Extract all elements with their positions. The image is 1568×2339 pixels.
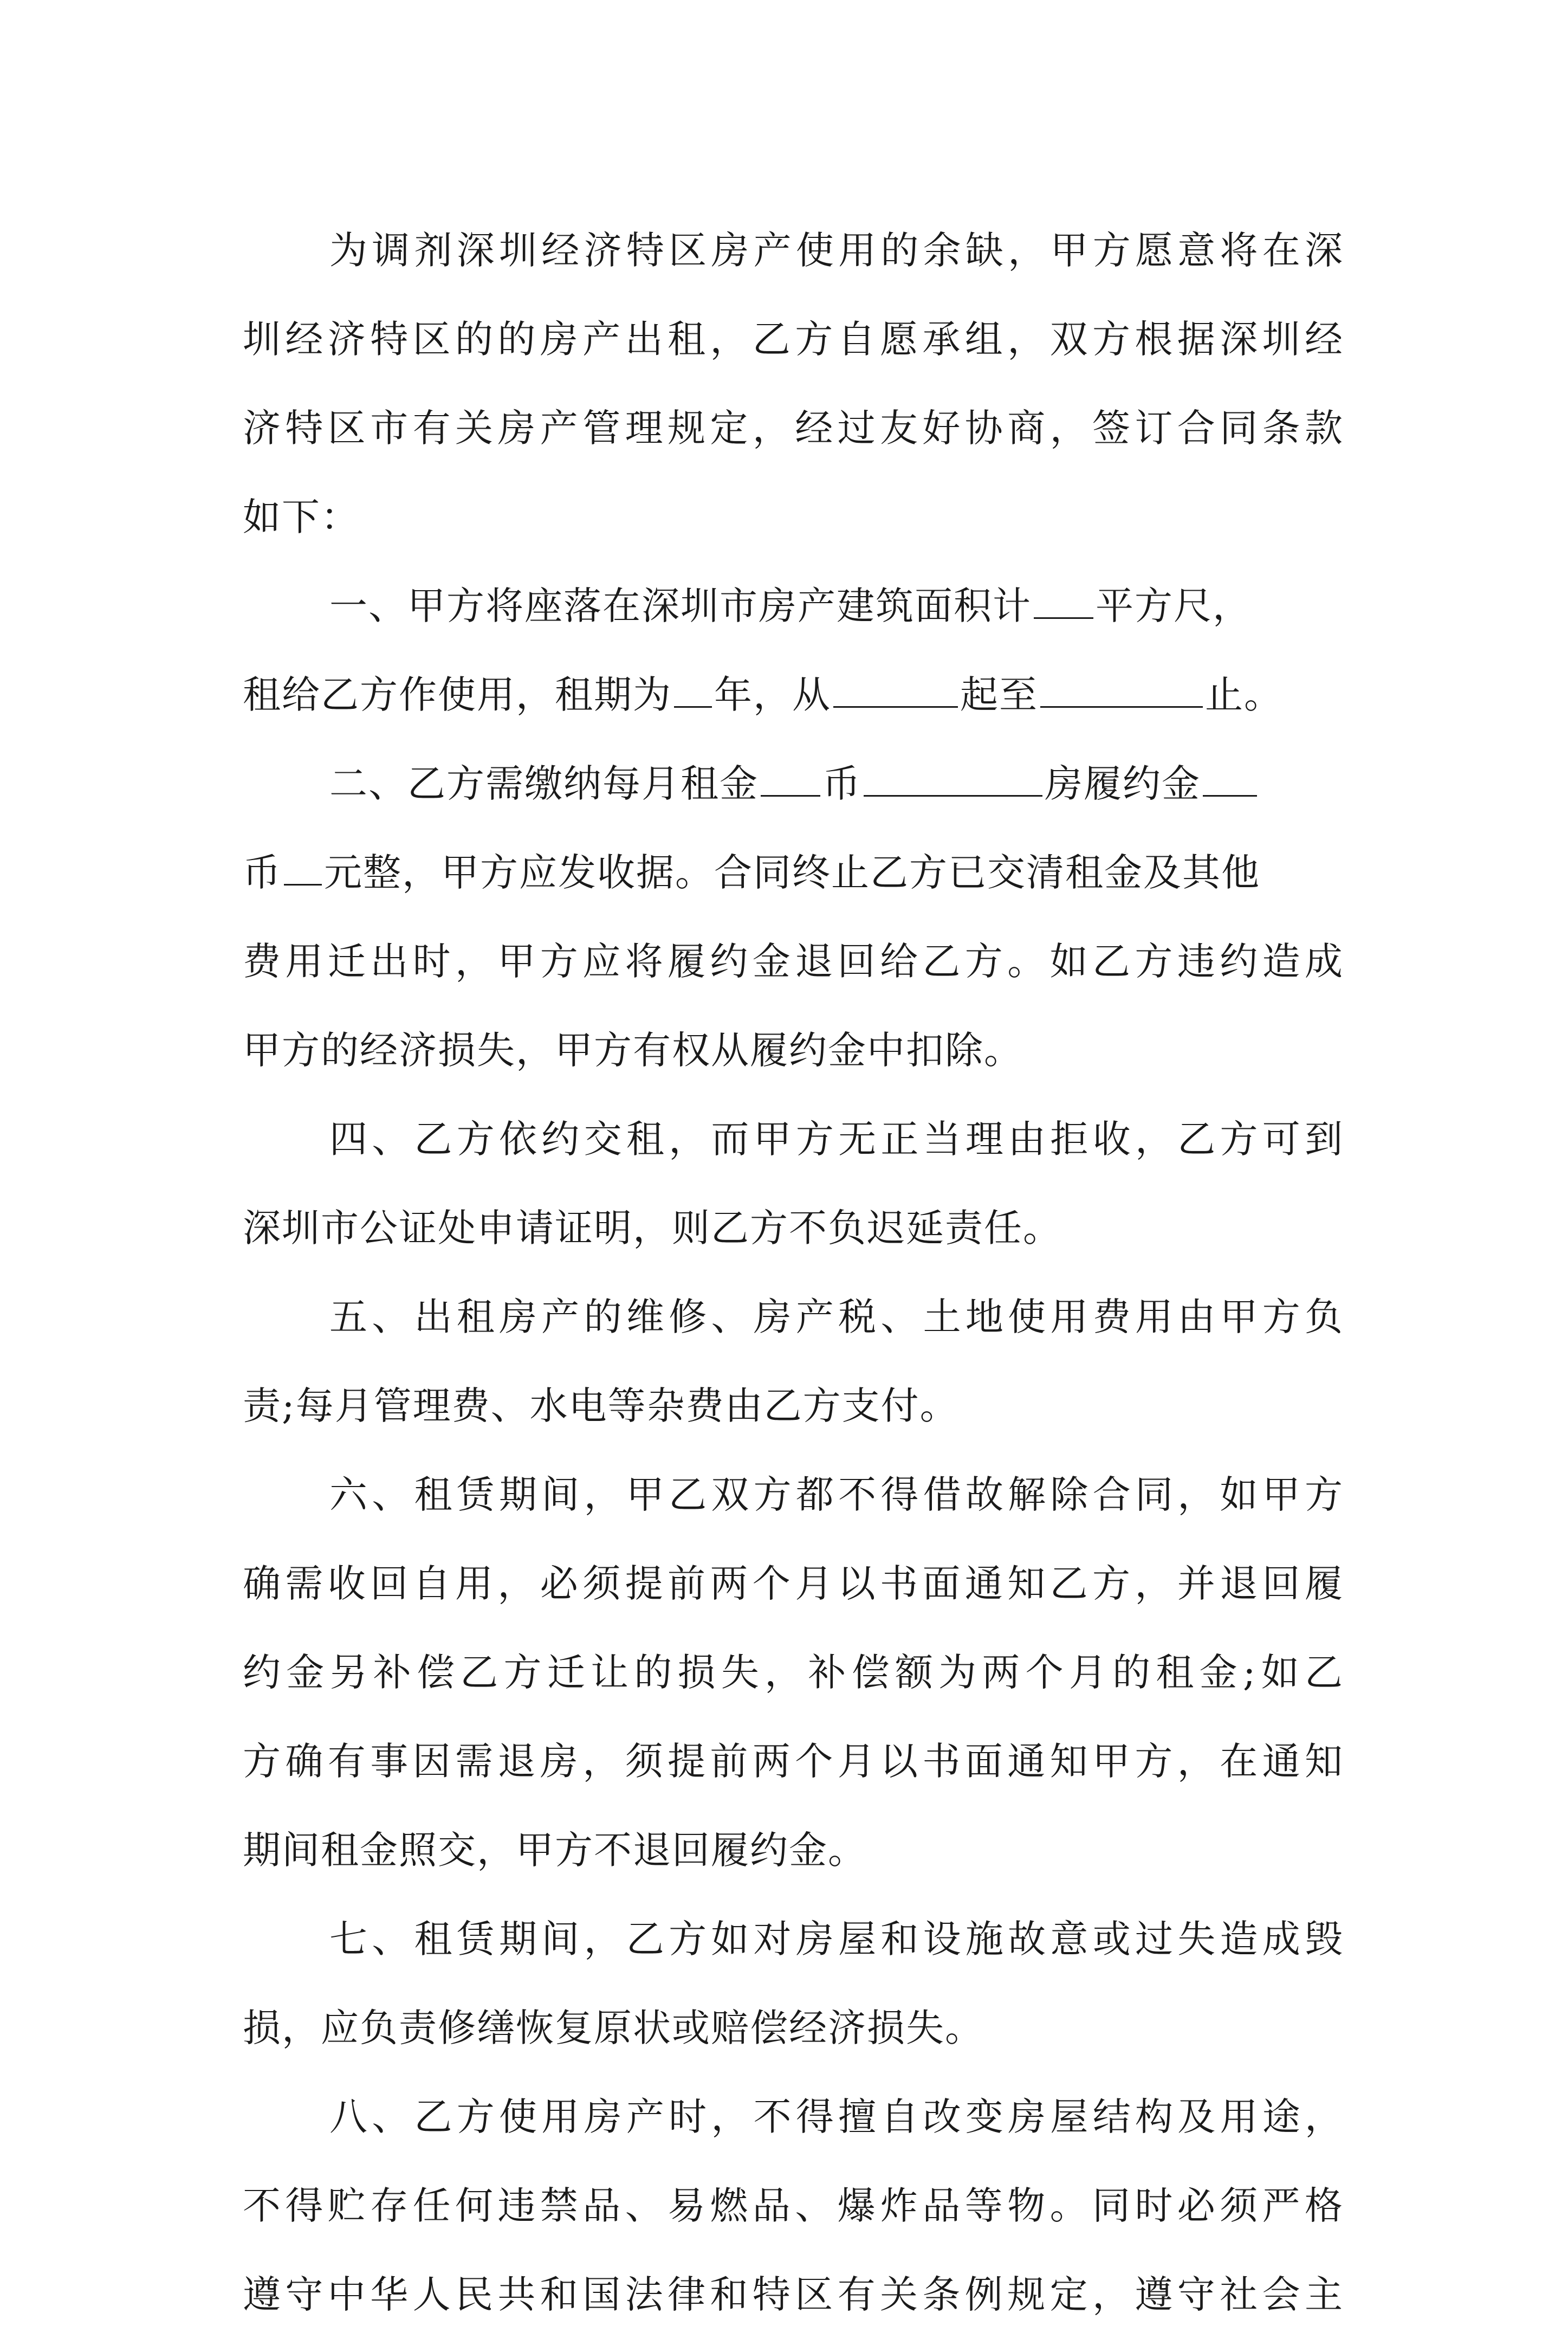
clause-text: 币: [822, 761, 861, 806]
clause-text: 租给乙方作使用，租期为: [243, 673, 672, 717]
deposit-currency-blank: [1203, 757, 1257, 797]
paragraph-clause-6: [243, 1450, 1344, 1895]
text-line: [243, 561, 1344, 650]
text-line: 费用迁出时，甲方应将履约金退回给乙方。如乙方违约造成: [243, 939, 1344, 984]
term-years-blank: [674, 668, 712, 708]
text-line: 方确有事因需退房，须提前两个月以书面通知甲方，在通知: [243, 1739, 1344, 1784]
text-line: 圳经济特区的的房产出租，乙方自愿承组，双方根据深圳经: [243, 317, 1344, 361]
paragraph-clause-7: [243, 1895, 1344, 2072]
clause-text: 二、乙方需缴纳每月租金: [329, 761, 759, 806]
text-line: 深圳市公证处申请证明，则乙方不负迟延责任。: [243, 1206, 1062, 1250]
clause-text: 止。: [1205, 673, 1283, 717]
text-line: 约金另补偿乙方迁让的损失，补偿额为两个月的租金;如乙: [243, 1650, 1344, 1695]
start-date-blank: [833, 668, 958, 708]
text-line: 遵守中华人民共和国法律和特区有关条例规定，遵守社会主: [243, 2272, 1344, 2317]
text-line: 如下：: [243, 495, 360, 539]
paragraph-clause-2: [243, 739, 1344, 1095]
text-line: [243, 650, 1344, 739]
text-line: 六、租赁期间，甲乙双方都不得借故解除合同，如甲方: [329, 1472, 1344, 1517]
paragraph-intro: [243, 206, 1344, 561]
text-line: 责;每月管理费、水电等杂费由乙方支付。: [243, 1384, 959, 1428]
rent-currency-blank: [761, 757, 820, 797]
text-line: 济特区市有关房产管理规定，经过友好协商，签订合同条款: [243, 406, 1344, 450]
area-blank: [1034, 579, 1093, 619]
contract-body: [243, 206, 1344, 2339]
paragraph-clause-8: [243, 2072, 1344, 2339]
clause-text: 起至: [960, 673, 1038, 717]
clause-text: 平方尺，: [1096, 584, 1252, 628]
text-line: [243, 739, 1344, 828]
text-line: 为调剂深圳经济特区房产使用的余缺，甲方愿意将在深: [329, 228, 1344, 273]
text-line: 不得贮存任何违禁品、易燃品、爆炸品等物。同时必须严格: [243, 2183, 1344, 2228]
text-line: 五、出租房产的维修、房产税、土地使用费用由甲方负: [329, 1295, 1344, 1339]
clause-text: 一、甲方将座落在深圳市房产建筑面积计: [329, 584, 1032, 628]
rent-amount-blank: [864, 757, 1042, 797]
paragraph-clause-1: [243, 561, 1344, 739]
text-line: 七、租赁期间，乙方如对房屋和设施故意或过失造成毁: [329, 1917, 1344, 1961]
deposit-amount-blank: [284, 846, 322, 886]
text-line: 四、乙方依约交租，而甲方无正当理由拒收，乙方可到: [329, 1117, 1344, 1161]
text-line: 甲方的经济损失，甲方有权从履约金中扣除。: [243, 1028, 1023, 1072]
text-line: 期间租金照交，甲方不退回履约金。: [243, 1828, 867, 1872]
text-line: 八、乙方使用房产时，不得擅自改变房屋结构及用途，: [329, 2095, 1344, 2139]
clause-text: 元整，甲方应发收据。合同终止乙方已交清租金及其他: [324, 850, 1260, 895]
end-date-blank: [1040, 668, 1203, 708]
text-line: 确需收回自用，必须提前两个月以书面通知乙方，并退回履: [243, 1561, 1344, 1606]
paragraph-clause-4: [243, 1095, 1344, 1272]
clause-text: 币: [243, 850, 282, 895]
clause-text: 年，从: [714, 673, 831, 717]
text-line: [243, 828, 1344, 917]
paragraph-clause-5: [243, 1272, 1344, 1450]
clause-text: 房履约金: [1045, 761, 1201, 806]
text-line: 损，应负责修缮恢复原状或赔偿经济损失。: [243, 2006, 984, 2050]
